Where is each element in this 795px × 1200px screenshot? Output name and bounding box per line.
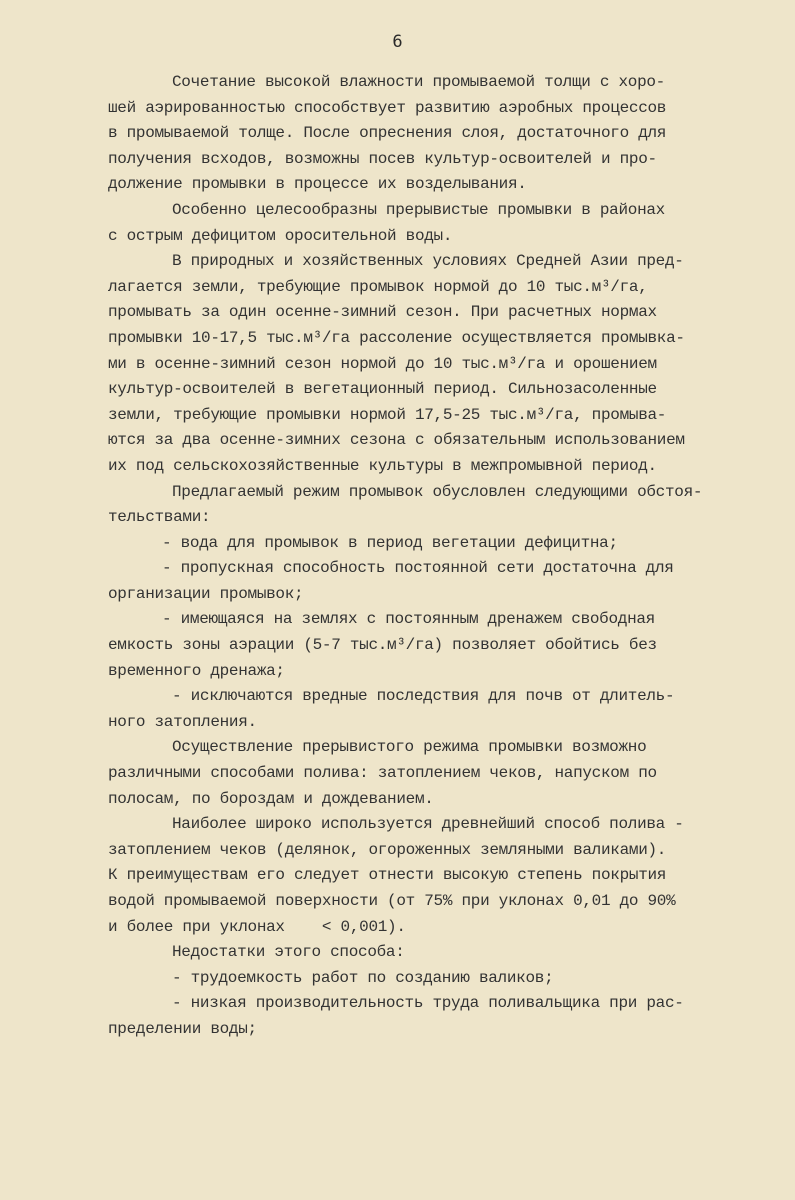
text-line: Сочетание высокой влажности промываемой толщи с хоро- (172, 73, 665, 91)
text-line: Предлагаемый режим промывок обусловлен следующими обстоя- (172, 482, 703, 501)
text-line: пределении воды; (108, 1019, 257, 1038)
text-line: и более при уклонах < 0,001). (108, 917, 406, 936)
text-line: ми в осенне-зимний сезон нормой до 10 тыс.м³/га и орошением (108, 354, 657, 373)
text-line: тельствами: (108, 508, 211, 527)
text-line: водой промываемой поверхности (от 75% при уклонах 0,01 до 90% (108, 892, 676, 910)
text-line: должение промывки в процессе их возделывания. (108, 175, 527, 194)
text-line: земли, требующие промывки нормой 17,5-25 тыс.м³/га, промыва- (108, 405, 667, 424)
page-number: 6 (392, 32, 403, 52)
text-line: шей аэрированностью способствует развитию аэробных процессов (108, 98, 667, 117)
text-line: их под сельскохозяйственные культуры в межпромывной период. (108, 456, 657, 475)
text-line: ного затопления. (108, 712, 257, 731)
text-line: организации промывок; (108, 584, 304, 603)
text-line: - трудоемкость работ по созданию валиков; (172, 968, 554, 987)
text-line: лагается земли, требующие промывок нормой до 10 тыс.м³/га, (108, 277, 648, 296)
text-line: - имеющаяся на землях с постоянным дренажем свободная (162, 610, 655, 629)
text-line: Недостатки этого способа: (172, 943, 405, 962)
text-line: культур-освоителей в вегетационный период. Сильнозасоленные (108, 380, 657, 399)
text-line: Наиболее широко используется древнейший способ полива - (172, 815, 684, 834)
text-line: промывки 10-17,5 тыс.м³/га рассоление осуществляется промывка- (108, 328, 685, 347)
text-line: с острым дефицитом оросительной воды. (108, 226, 453, 245)
text-line: Осуществление прерывистого режима промывки возможно (172, 738, 647, 757)
text-line: - исключаются вредные последствия для почв от длитель- (172, 687, 675, 706)
text-line: затоплением чеков (делянок, огороженных земляными валиками). (108, 840, 667, 859)
text-line: временного дренажа; (108, 661, 285, 680)
text-line: емкость зоны аэрации (5-7 тыс.м³/га) позволяет обойтись без (108, 636, 657, 655)
text-line: промывать за один осенне-зимний сезон. При расчетных нормах (108, 303, 657, 322)
document-body (108, 70, 748, 1043)
text-line: К преимуществам его следует отнести высокую степень покрытия (108, 866, 667, 885)
text-line: В природных и хозяйственных условиях Средней Азии пред- (172, 252, 684, 271)
text-line: ются за два осенне-зимних сезона с обязательным использованием (108, 431, 685, 450)
text-line: - вода для промывок в период вегетации дефицитна; (162, 533, 618, 552)
text-line: Особенно целесообразны прерывистые промывки в районах (172, 200, 665, 219)
text-line: полосам, по бороздам и дождеванием. (108, 789, 434, 808)
text-line: в промываемой толще. После опреснения слоя, достаточного для (108, 124, 667, 143)
text-line: получения всходов, возможны посев культур-освоителей и про- (108, 149, 657, 168)
text-line: различными способами полива: затоплением чеков, напуском по (108, 764, 657, 783)
text-line: - пропускная способность постоянной сети достаточна для (162, 559, 674, 578)
text-line: - низкая производительность труда поливальщика при рас- (172, 994, 684, 1013)
